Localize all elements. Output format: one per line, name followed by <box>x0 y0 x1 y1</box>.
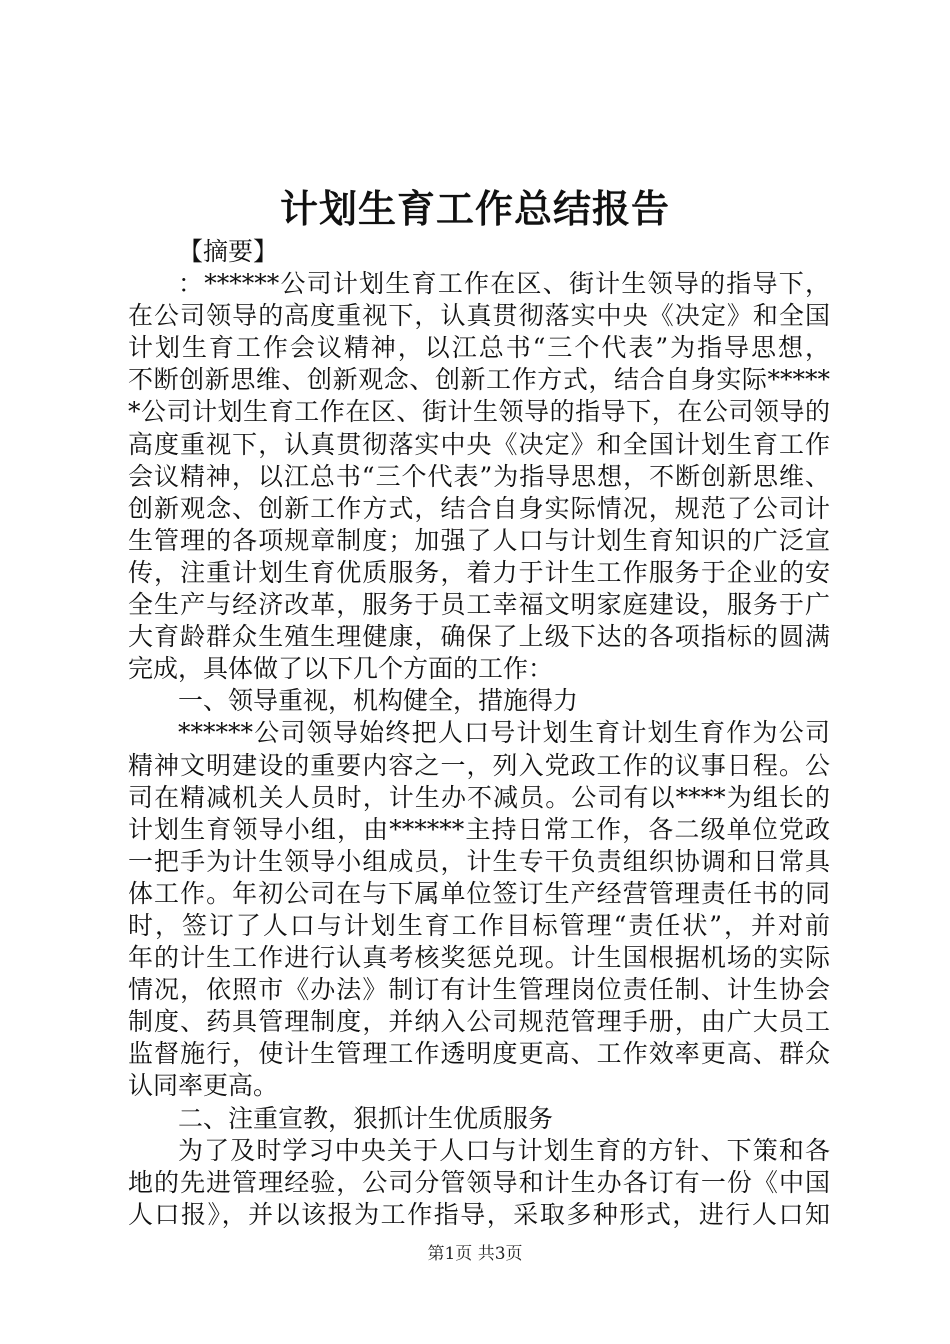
text-line: 年的计生工作进行认真考核奖惩兑现。计生国根据机场的实际 <box>128 943 830 973</box>
text-line: 认同率更高。 <box>128 1071 279 1101</box>
text-line: 二、注重宣教，狠抓计生优质服务 <box>178 1103 554 1133</box>
text-line: 会议精神，以江总书“三个代表”为指导思想，不断创新思维、 <box>128 461 830 491</box>
text-line: 计划生育领导小组，由******主持日常工作，各二级单位党政 <box>128 814 830 844</box>
text-line: 完成，具体做了以下几个方面的工作： <box>128 654 554 684</box>
document-body <box>128 236 830 1231</box>
text-line: ：******公司计划生育工作在区、街计生领导的指导下， <box>178 269 830 299</box>
text-line: 情况，依照市《办法》制订有计生管理岗位责任制、计生协会 <box>128 975 830 1005</box>
text-line: 传，注重计划生育优质服务，着力于计生工作服务于企业的安 <box>128 557 830 587</box>
text-line: 时，签订了人口与计划生育工作目标管理“责任状”，并对前 <box>128 910 830 940</box>
text-line: *公司计划生育工作在区、街计生领导的指导下，在公司领导的 <box>128 397 830 427</box>
text-line: 为了及时学习中央关于人口与计划生育的方针、下策和各 <box>178 1135 830 1165</box>
text-line: 计划生育工作会议精神，以江总书“三个代表”为指导思想， <box>128 333 830 363</box>
text-line: 一、领导重视，机构健全，措施得力 <box>178 686 579 716</box>
text-line: 【摘要】 <box>178 237 279 266</box>
text-line: 监督施行，使计生管理工作透明度更高、工作效率更高、群众 <box>128 1039 830 1069</box>
text-line: 大育龄群众生殖生理健康，确保了上级下达的各项指标的圆满 <box>128 622 830 652</box>
document-title: 计划生育工作总结报告 <box>279 186 670 231</box>
text-line: 一把手为计生领导小组成员，计生专干负责组织协调和日常具 <box>128 846 830 876</box>
text-line: 全生产与经济改革，服务于员工幸福文明家庭建设，服务于广 <box>128 590 830 620</box>
text-line: 司在精减机关人员时，计生办不减员。公司有以****为组长的 <box>128 782 830 812</box>
text-line: ******公司领导始终把人口号计划生育计划生育作为公司 <box>178 718 830 748</box>
text-line: 生管理的各项规章制度；加强了人口与计划生育知识的广泛宣 <box>128 525 830 555</box>
text-line: 精神文明建设的重要内容之一，列入党政工作的议事日程。公 <box>128 750 830 780</box>
text-line: 高度重视下，认真贯彻落实中央《决定》和全国计划生育工作 <box>128 429 830 459</box>
text-line: 地的先进管理经验，公司分管领导和计生办各订有一份《中国 <box>128 1167 830 1197</box>
text-line: 不断创新思维、创新观念、创新工作方式，结合自身实际***** <box>128 365 830 395</box>
page-footer: 第1页 共3页 <box>427 1244 523 1264</box>
text-line: 在公司领导的高度重视下，认真贯彻落实中央《决定》和全国 <box>128 301 830 331</box>
text-line: 人口报》，并以该报为工作指导，采取多种形式，进行人口知 <box>128 1199 830 1229</box>
text-line: 创新观念、创新工作方式，结合自身实际情况，规范了公司计 <box>128 493 830 523</box>
text-line: 体工作。年初公司在与下属单位签订生产经营管理责任书的同 <box>128 878 830 908</box>
text-line: 制度、药具管理制度，并纳入公司规范管理手册，由广大员工 <box>128 1007 830 1037</box>
